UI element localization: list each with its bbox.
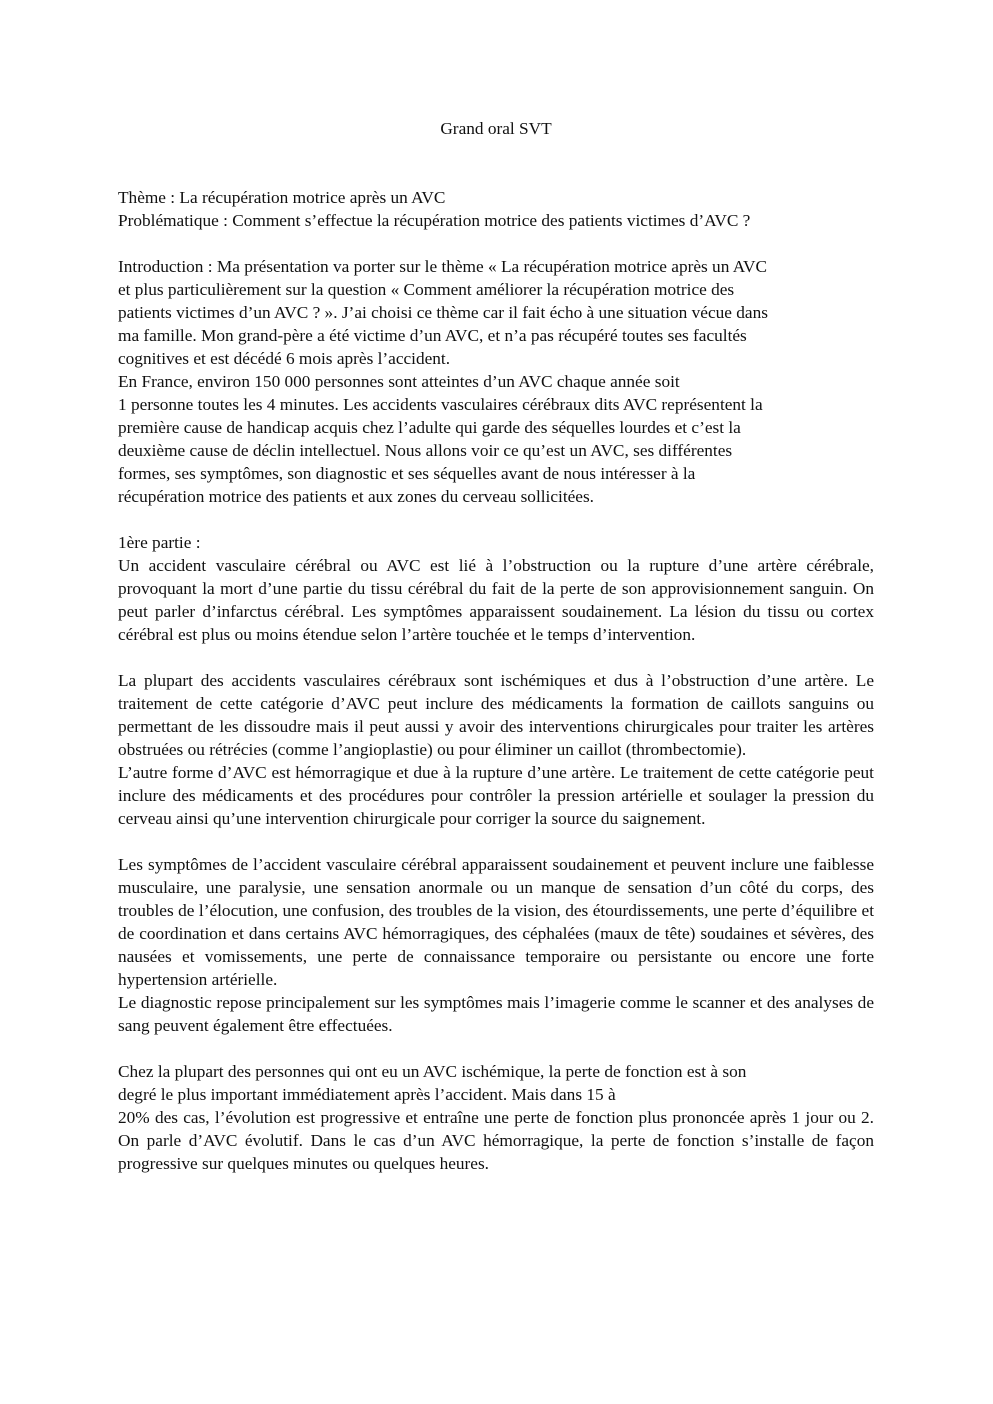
spacer	[118, 163, 874, 186]
intro-line: deuxième cause de déclin intellectuel. Nous allons voir ce qu’est un AVC, ses différentes	[118, 441, 733, 460]
part1-paragraph-diagnosis: Le diagnostic repose principalement sur les symptômes mais l’imagerie comme le scanner et des analyses de sang peuvent également être effectuées.	[118, 993, 874, 1035]
intro-line: et plus particulièrement sur la question « Comment améliorer la récupération motrice des	[118, 280, 735, 299]
intro-line: En France, environ 150 000 personnes sont atteintes d’un AVC chaque année soit	[118, 372, 680, 391]
part1-paragraph-evolution	[118, 1060, 874, 1175]
part1-paragraph-ischemic: La plupart des accidents vasculaires cérébraux sont ischémiques et dus à l’obstruction d’une artère. Le traitement de cette catégorie d’AVC peut inclure des médicaments la formation de caillots sanguins ou permettant de les dissoudre mais il peut aussi y avoir des interventions chirurgicales pour traiter les artères obstruées ou rétrécies (comme l’angioplastie) ou pour éliminer un caillot (thrombectomie).	[118, 671, 874, 759]
evolution-line: degré le plus important immédiatement après l’accident. Mais dans 15 à	[118, 1085, 616, 1104]
part1-paragraph-hemorrhagic: L’autre forme d’AVC est hémorragique et due à la rupture d’une artère. Le traitement de cette catégorie peut inclure des médicaments et des procédures pour contrôler la pression artérielle et soulager la pression du cerveau ainsi qu’une intervention chirurgicale pour corriger la source du saignement.	[118, 763, 874, 828]
part1-paragraph-symptoms: Les symptômes de l’accident vasculaire cérébral apparaissent soudainement et peuvent inclure une faiblesse musculaire, une paralysie, une sensation anormale ou un manque de sensation d’un côté du corps, des troubles de l’élocution, une confusion, des troubles de la vision, des étourdissements, une perte d’équilibre et de coordination et dans certains AVC hémorragiques, des céphalées (maux de tête) soudaines et sévères, des nausées et vomissements, une perte de connaissance temporaire ou persistante ou encore une forte hypertension artérielle.	[118, 855, 874, 989]
intro-line: première cause de handicap acquis chez l’adulte qui garde des séquelles lourdes et c’est la	[118, 418, 741, 437]
document-title: Grand oral SVT	[440, 119, 552, 138]
evolution-rest: 20% des cas, l’évolution est progressive et entraîne une perte de fonction plus prononcée après 1 jour ou 2. On parle d’AVC évolutif. Dans le cas d’un AVC hémorragique, la perte de fonction s’installe de façon progressive sur quelques minutes ou quelques heures.	[118, 1108, 874, 1173]
spacer	[118, 646, 874, 669]
evolution-line: Chez la plupart des personnes qui ont eu un AVC ischémique, la perte de fonction est à son	[118, 1062, 747, 1081]
spacer	[118, 508, 874, 531]
spacer	[118, 830, 874, 853]
problem-line: Problématique : Comment s’effectue la récupération motrice des patients victimes d’AVC ?	[118, 211, 751, 230]
part1-heading: 1ère partie :	[118, 533, 201, 552]
intro-line: cognitives et est décédé 6 mois après l’accident.	[118, 349, 451, 368]
spacer	[118, 140, 874, 163]
theme-line: Thème : La récupération motrice après un AVC	[118, 188, 446, 207]
intro-line: 1 personne toutes les 4 minutes. Les accidents vasculaires cérébraux dits AVC représentent la	[118, 395, 763, 414]
spacer	[118, 1037, 874, 1060]
introduction-paragraph	[118, 255, 874, 508]
intro-line: ma famille. Mon grand-père a été victime d’un AVC, et n’a pas récupéré toutes ses facultés	[118, 326, 747, 345]
intro-line: Introduction : Ma présentation va porter sur le thème « La récupération motrice après un AVC	[118, 257, 767, 276]
spacer	[118, 232, 874, 255]
intro-line: formes, ses symptômes, son diagnostic et ses séquelles avant de nous intéresser à la	[118, 464, 696, 483]
part1-paragraph-definition: Un accident vasculaire cérébral ou AVC est lié à l’obstruction ou la rupture d’une artère cérébrale, provoquant la mort d’une partie du tissu cérébral du fait de la perte de son approvisionnement sanguin. On peut parler d’infarctus cérébral. Les symptômes apparaissent soudainement. La lésion du tissu ou cortex cérébral est plus ou moins étendue selon l’artère touchée et le temps d’intervention.	[118, 556, 874, 644]
intro-line: patients victimes d’un AVC ? ». J’ai choisi ce thème car il fait écho à une situation vécue dans	[118, 303, 768, 322]
intro-line: récupération motrice des patients et aux zones du cerveau sollicitées.	[118, 487, 595, 506]
document-page	[118, 117, 874, 1175]
